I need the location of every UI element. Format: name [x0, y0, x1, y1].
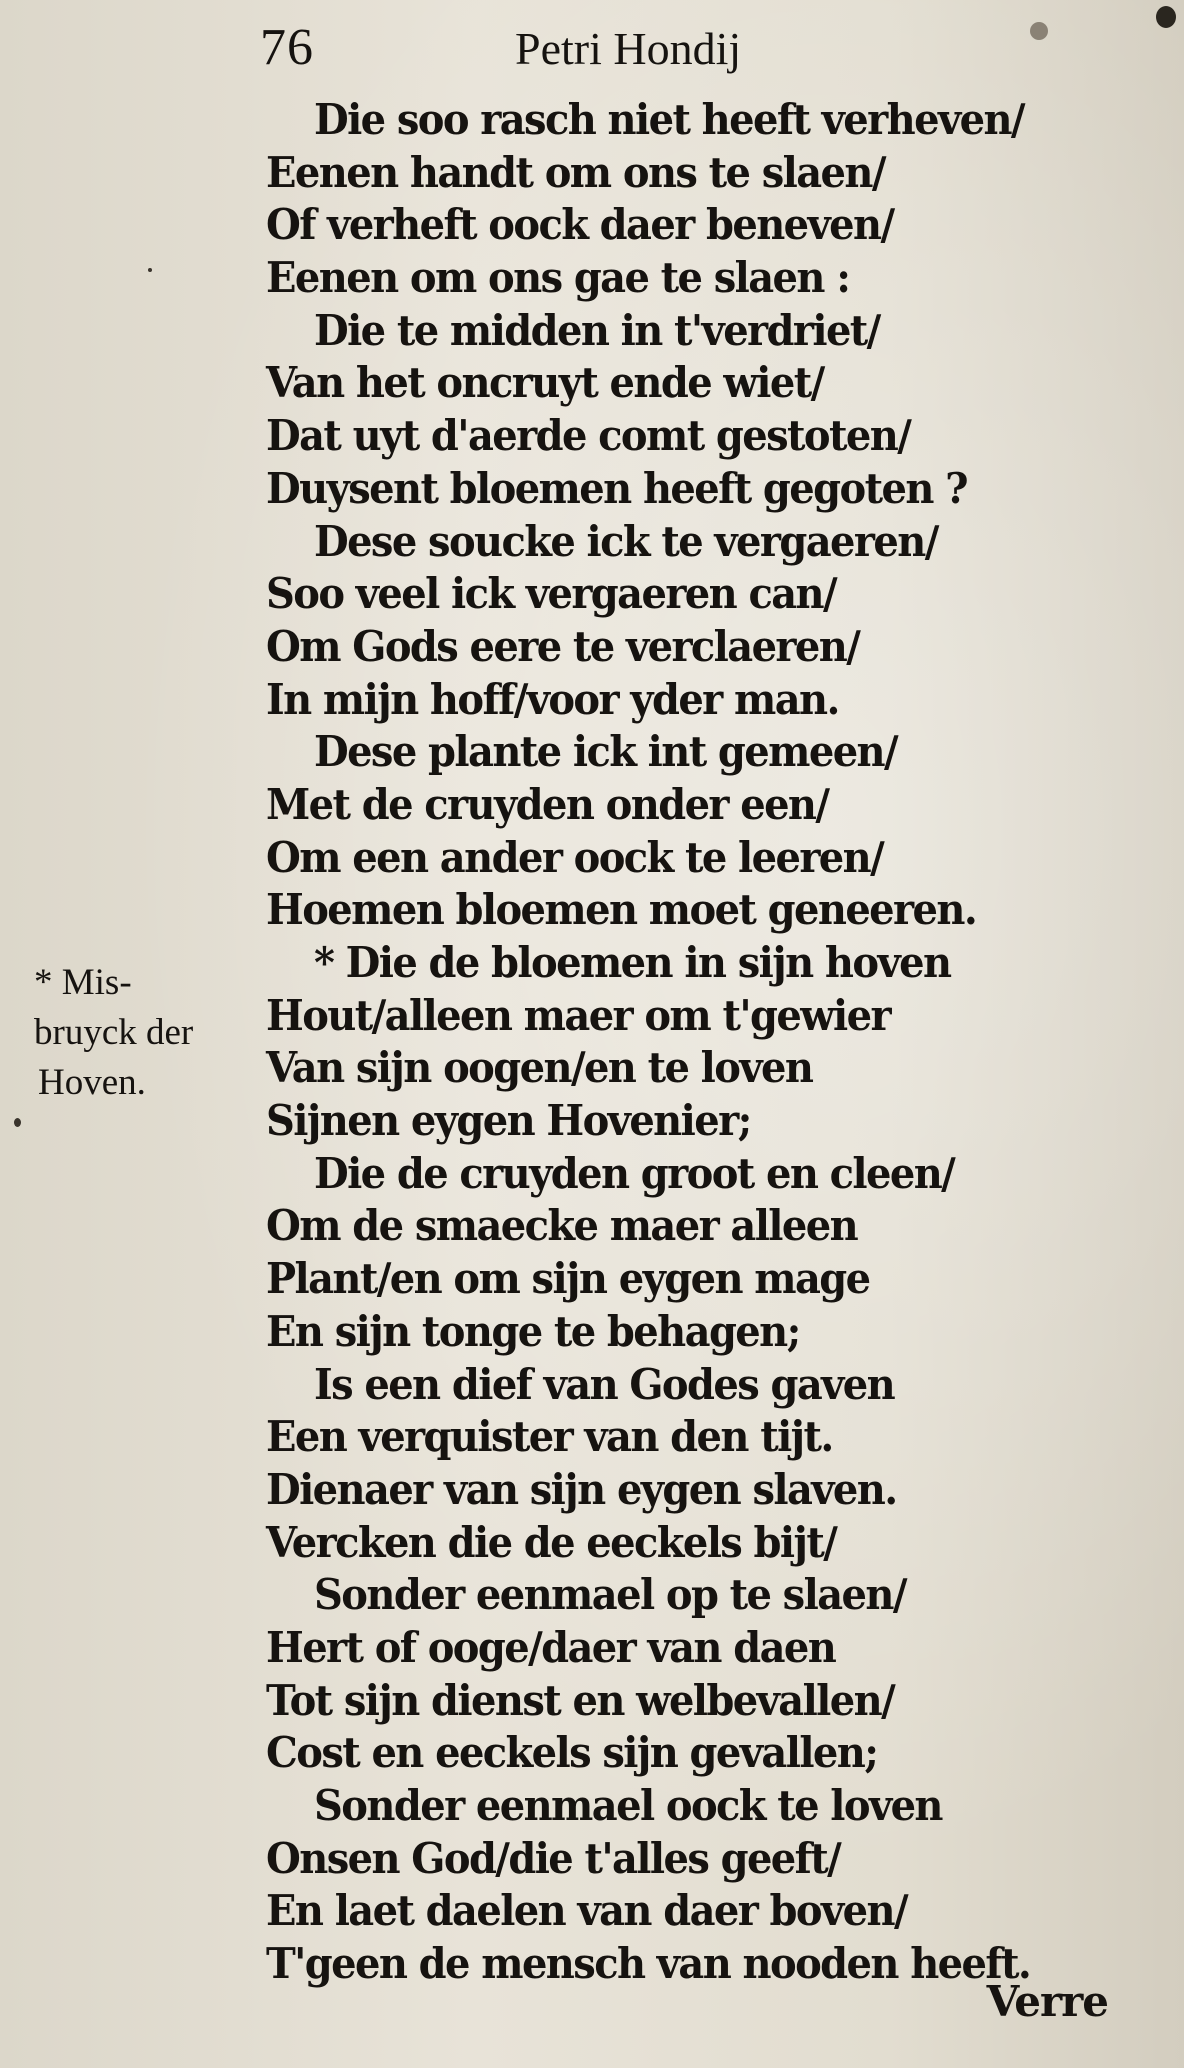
verse-line: Eenen handt om ons te slaen/: [266, 147, 885, 198]
verse-line: In mijn hoff/voor yder man.: [266, 674, 839, 724]
verse-line: Tot sijn dienst en welbevallen/: [266, 1675, 895, 1725]
verse-line: Dese soucke ick te vergaeren/: [314, 516, 938, 566]
verse-line: Die soo rasch niet heeft verheven/: [314, 94, 1024, 145]
margin-note: [34, 958, 264, 1108]
verse-line: En laet daelen van daer boven/: [266, 1885, 907, 1936]
page-hole: [1156, 6, 1176, 28]
verse-line: Om Gods eere te verclaeren/: [266, 621, 860, 672]
verse-line: Hout/alleen maer om t'gewier: [266, 990, 890, 1041]
verse-line: Om de smaecke maer alleen: [266, 1200, 858, 1251]
verse-line: Om een ander oock te leeren/: [266, 832, 884, 882]
page-header: [260, 18, 860, 88]
verse-line: Is een dief van Godes gaven: [314, 1359, 895, 1409]
verse-line: Dese plante ick int gemeen/: [314, 726, 898, 777]
margin-note-line: bruyck der: [34, 1012, 194, 1053]
verse-line: Cost en eeckels sijn gevallen;: [266, 1727, 878, 1778]
running-head: Petri Hondij: [515, 23, 742, 74]
verse-line: Onsen God/die t'alles geeft/: [266, 1833, 841, 1884]
catchword: Verre: [986, 1977, 1108, 2026]
verse-line: Die de cruyden groot en cleen/: [314, 1148, 955, 1199]
poem-text: [266, 94, 1096, 1991]
ink-spot: [14, 1118, 21, 1127]
verse-line: Een verquister van den tijt.: [266, 1411, 833, 1462]
verse-line: Hert of ooge/daer van daen: [266, 1622, 836, 1673]
verse-line: Sijnen eygen Hovenier;: [266, 1095, 751, 1146]
verse-line: * Die de bloemen in sijn hoven: [314, 937, 951, 988]
verse-line: Plant/en om sijn eygen mage: [266, 1253, 870, 1304]
margin-note-line: * Mis-: [34, 962, 132, 1003]
verse-line: Of verheft oock daer beneven/: [266, 199, 894, 250]
verse-line: Van sijn oogen/en te loven: [266, 1042, 813, 1093]
verse-line: Eenen om ons gae te slaen :: [266, 252, 850, 303]
verse-line: Sonder eenmael op te slaen/: [314, 1569, 906, 1620]
page-spot: [1030, 22, 1048, 40]
verse-line: T'geen de mensch van nooden heeft.: [266, 1938, 1031, 1989]
verse-line: Sonder eenmael oock te loven: [314, 1780, 942, 1831]
margin-note-line: Hoven.: [38, 1062, 146, 1103]
verse-line: Die te midden in t'verdriet/: [314, 305, 880, 356]
verse-line: Dienaer van sijn eygen slaven.: [266, 1464, 897, 1515]
page-number: 76: [260, 19, 314, 76]
verse-line: Duysent bloemen heeft gegoten ?: [266, 463, 967, 514]
verse-line: Met de cruyden onder een/: [266, 779, 829, 830]
verse-line: Dat uyt d'aerde comt gestoten/: [266, 410, 911, 461]
verse-line: Hoemen bloemen moet geneeren.: [266, 884, 977, 935]
verse-line: Vercken die de eeckels bijt/: [266, 1517, 837, 1567]
verse-line: Van het oncruyt ende wiet/: [266, 357, 824, 408]
verse-line: En sijn tonge te behagen;: [266, 1306, 800, 1357]
verse-line: Soo veel ick vergaeren can/: [266, 568, 837, 619]
ink-spot: [148, 268, 152, 272]
